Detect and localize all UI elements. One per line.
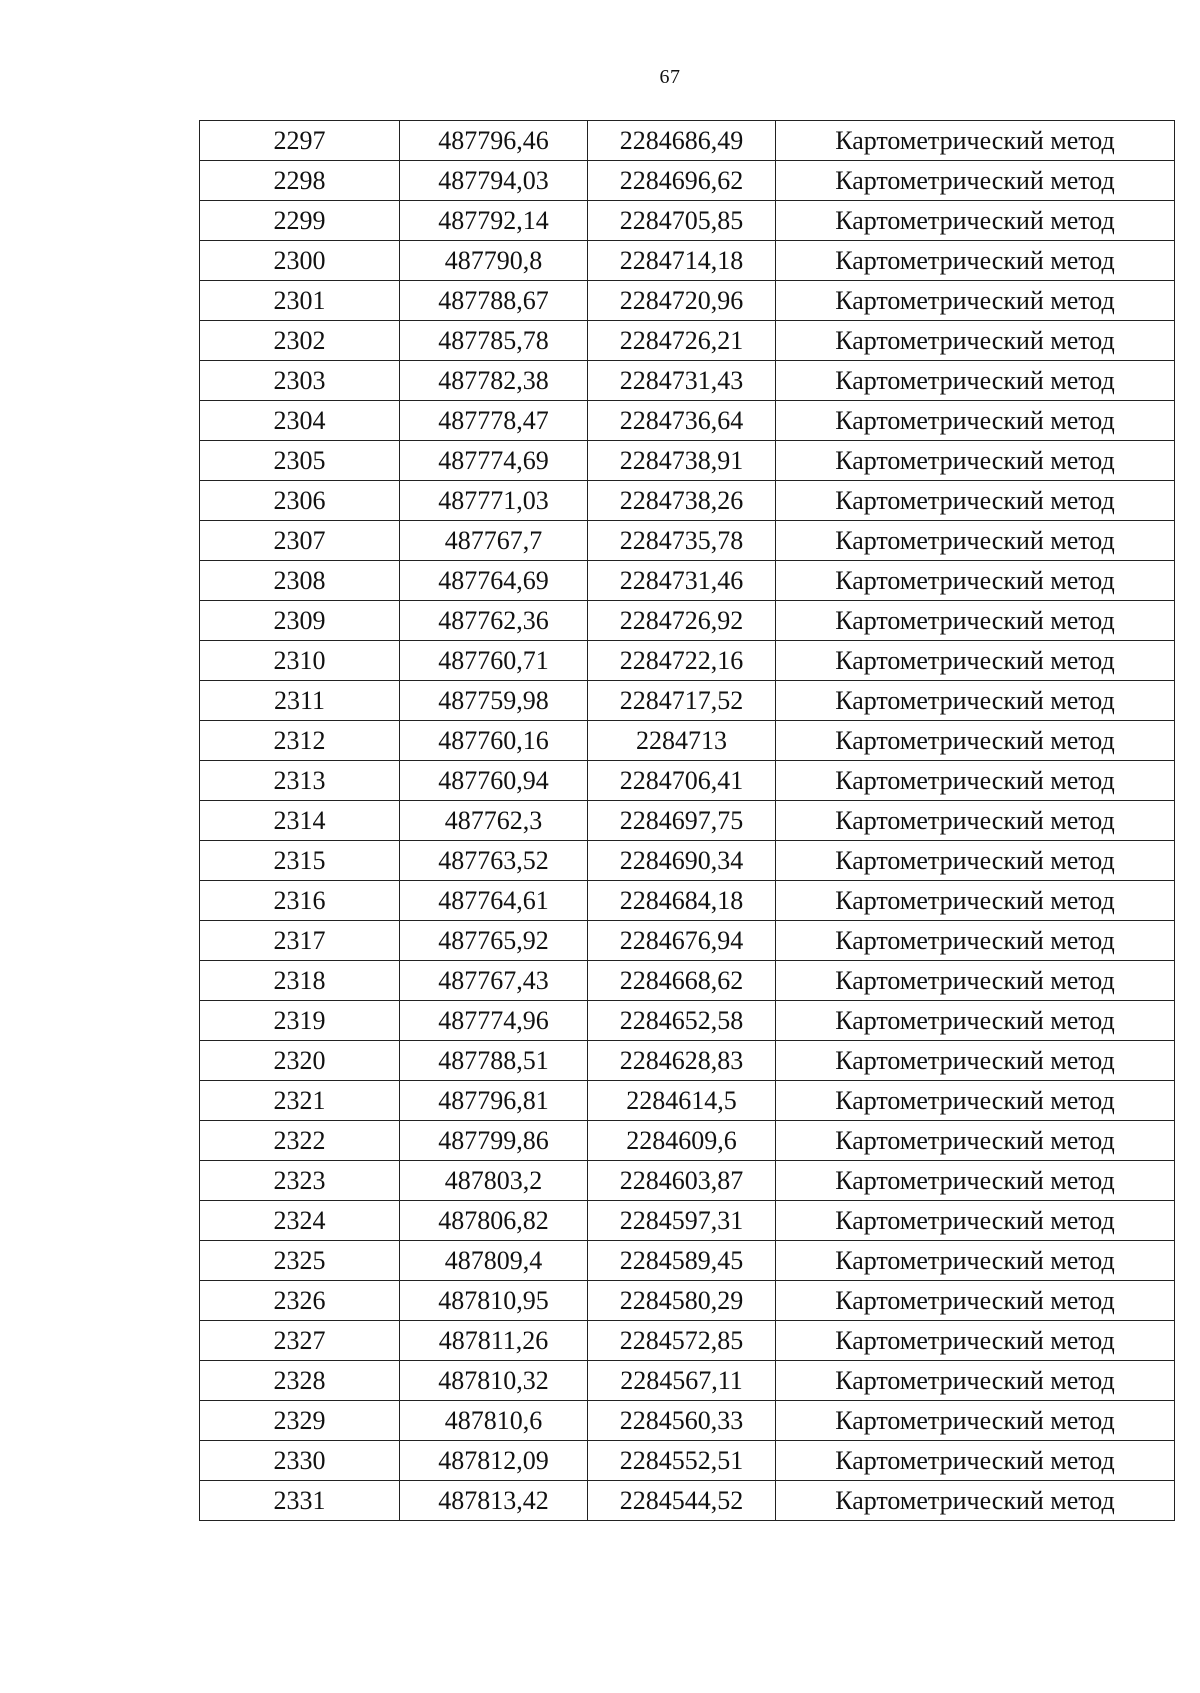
table-row (200, 1241, 1175, 1281)
y-coordinate-cell: 2284738,26 (588, 481, 776, 521)
point-number-cell: 2304 (200, 401, 400, 441)
x-coordinate-cell: 487799,86 (400, 1121, 588, 1161)
y-coordinate-cell: 2284714,18 (588, 241, 776, 281)
x-coordinate-cell: 487813,42 (400, 1481, 588, 1521)
table-row (200, 1441, 1175, 1481)
y-coordinate-cell: 2284726,21 (588, 321, 776, 361)
point-number-cell: 2300 (200, 241, 400, 281)
x-coordinate-cell: 487796,81 (400, 1081, 588, 1121)
x-coordinate-cell: 487763,52 (400, 841, 588, 881)
table-row (200, 1121, 1175, 1161)
x-coordinate-cell: 487803,2 (400, 1161, 588, 1201)
table-row (200, 1401, 1175, 1441)
table-row (200, 481, 1175, 521)
y-coordinate-cell: 2284686,49 (588, 121, 776, 161)
y-coordinate-cell: 2284589,45 (588, 1241, 776, 1281)
method-cell: Картометрический метод (776, 161, 1175, 201)
method-cell: Картометрический метод (776, 201, 1175, 241)
x-coordinate-cell: 487767,7 (400, 521, 588, 561)
y-coordinate-cell: 2284668,62 (588, 961, 776, 1001)
method-cell: Картометрический метод (776, 841, 1175, 881)
x-coordinate-cell: 487792,14 (400, 201, 588, 241)
x-coordinate-cell: 487788,67 (400, 281, 588, 321)
x-coordinate-cell: 487762,3 (400, 801, 588, 841)
method-cell: Картометрический метод (776, 1481, 1175, 1521)
method-cell: Картометрический метод (776, 1081, 1175, 1121)
point-number-cell: 2326 (200, 1281, 400, 1321)
x-coordinate-cell: 487806,82 (400, 1201, 588, 1241)
method-cell: Картометрический метод (776, 481, 1175, 521)
table-row (200, 921, 1175, 961)
method-cell: Картометрический метод (776, 641, 1175, 681)
x-coordinate-cell: 487811,26 (400, 1321, 588, 1361)
x-coordinate-cell: 487774,96 (400, 1001, 588, 1041)
method-cell: Картометрический метод (776, 321, 1175, 361)
x-coordinate-cell: 487810,95 (400, 1281, 588, 1321)
method-cell: Картометрический метод (776, 521, 1175, 561)
point-number-cell: 2305 (200, 441, 400, 481)
point-number-cell: 2313 (200, 761, 400, 801)
table-row (200, 1281, 1175, 1321)
table-row (200, 1481, 1175, 1521)
method-cell: Картометрический метод (776, 1441, 1175, 1481)
x-coordinate-cell: 487796,46 (400, 121, 588, 161)
coordinates-table (199, 120, 1175, 1521)
x-coordinate-cell: 487794,03 (400, 161, 588, 201)
method-cell: Картометрический метод (776, 561, 1175, 601)
y-coordinate-cell: 2284735,78 (588, 521, 776, 561)
method-cell: Картометрический метод (776, 1281, 1175, 1321)
method-cell: Картометрический метод (776, 1361, 1175, 1401)
table-row (200, 681, 1175, 721)
table-row (200, 1001, 1175, 1041)
method-cell: Картометрический метод (776, 1161, 1175, 1201)
method-cell: Картометрический метод (776, 361, 1175, 401)
point-number-cell: 2331 (200, 1481, 400, 1521)
y-coordinate-cell: 2284560,33 (588, 1401, 776, 1441)
y-coordinate-cell: 2284676,94 (588, 921, 776, 961)
table-row (200, 241, 1175, 281)
point-number-cell: 2328 (200, 1361, 400, 1401)
point-number-cell: 2322 (200, 1121, 400, 1161)
x-coordinate-cell: 487774,69 (400, 441, 588, 481)
y-coordinate-cell: 2284726,92 (588, 601, 776, 641)
y-coordinate-cell: 2284684,18 (588, 881, 776, 921)
x-coordinate-cell: 487764,69 (400, 561, 588, 601)
point-number-cell: 2319 (200, 1001, 400, 1041)
x-coordinate-cell: 487810,32 (400, 1361, 588, 1401)
point-number-cell: 2330 (200, 1441, 400, 1481)
table-row (200, 1161, 1175, 1201)
table-row (200, 721, 1175, 761)
table-row (200, 961, 1175, 1001)
y-coordinate-cell: 2284706,41 (588, 761, 776, 801)
y-coordinate-cell: 2284628,83 (588, 1041, 776, 1081)
method-cell: Картометрический метод (776, 681, 1175, 721)
point-number-cell: 2314 (200, 801, 400, 841)
y-coordinate-cell: 2284705,85 (588, 201, 776, 241)
x-coordinate-cell: 487767,43 (400, 961, 588, 1001)
method-cell: Картометрический метод (776, 401, 1175, 441)
point-number-cell: 2312 (200, 721, 400, 761)
x-coordinate-cell: 487760,16 (400, 721, 588, 761)
table-row (200, 761, 1175, 801)
table-row (200, 1041, 1175, 1081)
point-number-cell: 2298 (200, 161, 400, 201)
table-row (200, 201, 1175, 241)
x-coordinate-cell: 487790,8 (400, 241, 588, 281)
point-number-cell: 2325 (200, 1241, 400, 1281)
y-coordinate-cell: 2284603,87 (588, 1161, 776, 1201)
method-cell: Картометрический метод (776, 1241, 1175, 1281)
x-coordinate-cell: 487810,6 (400, 1401, 588, 1441)
point-number-cell: 2308 (200, 561, 400, 601)
point-number-cell: 2315 (200, 841, 400, 881)
point-number-cell: 2303 (200, 361, 400, 401)
method-cell: Картометрический метод (776, 1201, 1175, 1241)
x-coordinate-cell: 487771,03 (400, 481, 588, 521)
y-coordinate-cell: 2284572,85 (588, 1321, 776, 1361)
point-number-cell: 2310 (200, 641, 400, 681)
y-coordinate-cell: 2284696,62 (588, 161, 776, 201)
y-coordinate-cell: 2284567,11 (588, 1361, 776, 1401)
table-row (200, 601, 1175, 641)
table-row (200, 641, 1175, 681)
method-cell: Картометрический метод (776, 1041, 1175, 1081)
method-cell: Картометрический метод (776, 281, 1175, 321)
x-coordinate-cell: 487785,78 (400, 321, 588, 361)
x-coordinate-cell: 487778,47 (400, 401, 588, 441)
y-coordinate-cell: 2284544,52 (588, 1481, 776, 1521)
point-number-cell: 2317 (200, 921, 400, 961)
method-cell: Картометрический метод (776, 801, 1175, 841)
y-coordinate-cell: 2284720,96 (588, 281, 776, 321)
x-coordinate-cell: 487759,98 (400, 681, 588, 721)
method-cell: Картометрический метод (776, 921, 1175, 961)
y-coordinate-cell: 2284738,91 (588, 441, 776, 481)
method-cell: Картометрический метод (776, 961, 1175, 1001)
x-coordinate-cell: 487760,94 (400, 761, 588, 801)
point-number-cell: 2324 (200, 1201, 400, 1241)
table-row (200, 361, 1175, 401)
point-number-cell: 2316 (200, 881, 400, 921)
point-number-cell: 2301 (200, 281, 400, 321)
y-coordinate-cell: 2284652,58 (588, 1001, 776, 1041)
y-coordinate-cell: 2284597,31 (588, 1201, 776, 1241)
method-cell: Картометрический метод (776, 721, 1175, 761)
method-cell: Картометрический метод (776, 1321, 1175, 1361)
page-number: 67 (659, 66, 681, 88)
table-row (200, 1081, 1175, 1121)
point-number-cell: 2297 (200, 121, 400, 161)
x-coordinate-cell: 487762,36 (400, 601, 588, 641)
table-row (200, 561, 1175, 601)
y-coordinate-cell: 2284717,52 (588, 681, 776, 721)
coordinates-table-body (200, 121, 1175, 1521)
point-number-cell: 2302 (200, 321, 400, 361)
method-cell: Картометрический метод (776, 1001, 1175, 1041)
point-number-cell: 2318 (200, 961, 400, 1001)
y-coordinate-cell: 2284609,6 (588, 1121, 776, 1161)
x-coordinate-cell: 487760,71 (400, 641, 588, 681)
point-number-cell: 2320 (200, 1041, 400, 1081)
table-row (200, 281, 1175, 321)
y-coordinate-cell: 2284697,75 (588, 801, 776, 841)
point-number-cell: 2309 (200, 601, 400, 641)
y-coordinate-cell: 2284614,5 (588, 1081, 776, 1121)
method-cell: Картометрический метод (776, 441, 1175, 481)
table-row (200, 801, 1175, 841)
y-coordinate-cell: 2284736,64 (588, 401, 776, 441)
y-coordinate-cell: 2284731,46 (588, 561, 776, 601)
point-number-cell: 2299 (200, 201, 400, 241)
x-coordinate-cell: 487782,38 (400, 361, 588, 401)
point-number-cell: 2321 (200, 1081, 400, 1121)
method-cell: Картометрический метод (776, 761, 1175, 801)
x-coordinate-cell: 487765,92 (400, 921, 588, 961)
table-row (200, 1321, 1175, 1361)
table-row (200, 1361, 1175, 1401)
point-number-cell: 2307 (200, 521, 400, 561)
point-number-cell: 2311 (200, 681, 400, 721)
table-row (200, 841, 1175, 881)
x-coordinate-cell: 487809,4 (400, 1241, 588, 1281)
point-number-cell: 2329 (200, 1401, 400, 1441)
point-number-cell: 2306 (200, 481, 400, 521)
x-coordinate-cell: 487788,51 (400, 1041, 588, 1081)
y-coordinate-cell: 2284580,29 (588, 1281, 776, 1321)
method-cell: Картометрический метод (776, 121, 1175, 161)
table-row (200, 401, 1175, 441)
y-coordinate-cell: 2284690,34 (588, 841, 776, 881)
table-row (200, 161, 1175, 201)
x-coordinate-cell: 487812,09 (400, 1441, 588, 1481)
table-row (200, 881, 1175, 921)
point-number-cell: 2327 (200, 1321, 400, 1361)
y-coordinate-cell: 2284552,51 (588, 1441, 776, 1481)
y-coordinate-cell: 2284713 (588, 721, 776, 761)
table-row (200, 321, 1175, 361)
method-cell: Картометрический метод (776, 1401, 1175, 1441)
y-coordinate-cell: 2284722,16 (588, 641, 776, 681)
table-row (200, 441, 1175, 481)
table-row (200, 521, 1175, 561)
y-coordinate-cell: 2284731,43 (588, 361, 776, 401)
method-cell: Картометрический метод (776, 881, 1175, 921)
method-cell: Картометрический метод (776, 601, 1175, 641)
x-coordinate-cell: 487764,61 (400, 881, 588, 921)
method-cell: Картометрический метод (776, 1121, 1175, 1161)
point-number-cell: 2323 (200, 1161, 400, 1201)
method-cell: Картометрический метод (776, 241, 1175, 281)
table-row (200, 121, 1175, 161)
table-row (200, 1201, 1175, 1241)
